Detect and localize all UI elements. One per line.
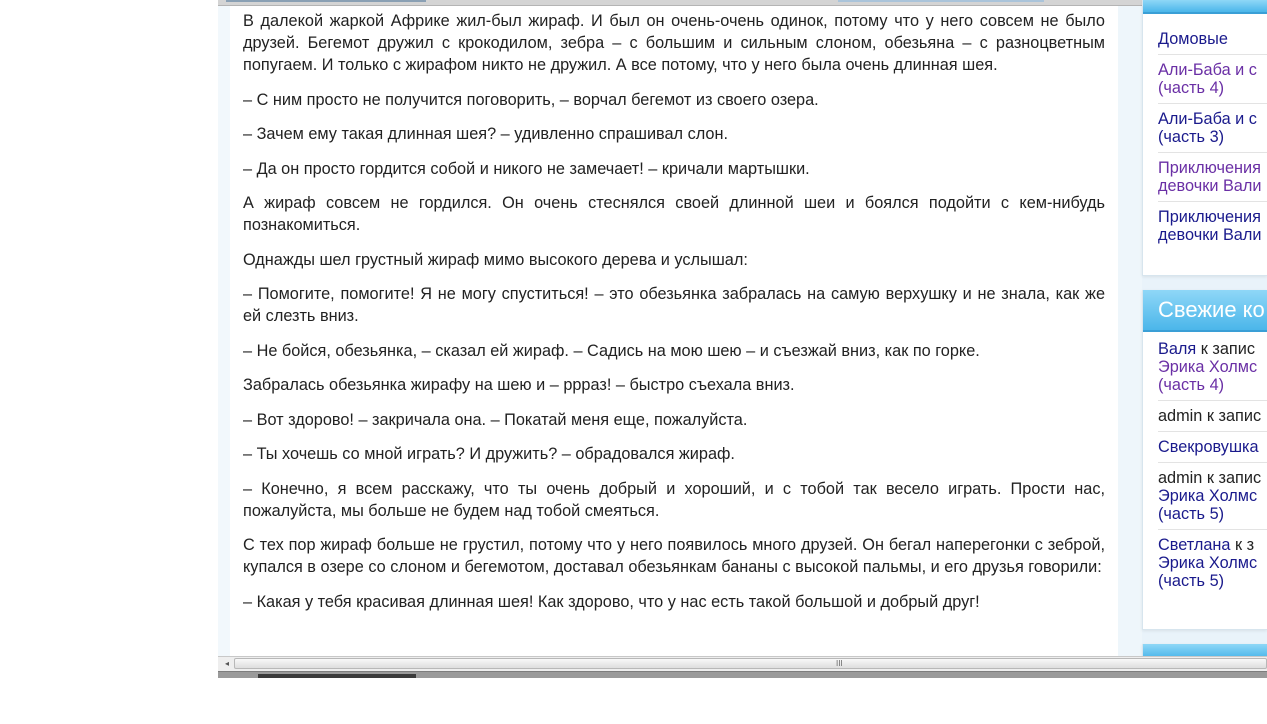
recent-post-link-line2[interactable]: девочки Вали xyxy=(1158,226,1262,244)
recent-post-link[interactable]: Али-Баба и с xyxy=(1158,61,1257,79)
comment-post-link-line2[interactable]: (часть 5) xyxy=(1158,505,1225,523)
window-bottom-edge xyxy=(218,671,1267,678)
comment-author-link[interactable]: Валя xyxy=(1158,340,1197,358)
recent-comments-title: Свежие ко xyxy=(1143,290,1267,332)
content-gap xyxy=(1118,6,1142,656)
next-widget xyxy=(1142,644,1267,656)
recent-post-item[interactable] xyxy=(1158,24,1267,55)
browser-viewport xyxy=(218,0,1267,656)
recent-post-link[interactable]: Приключения xyxy=(1158,159,1261,177)
recent-post-link-line2[interactable]: (часть 3) xyxy=(1158,128,1225,146)
recent-comments-list xyxy=(1143,332,1267,596)
recent-post-link-line2[interactable]: девочки Вали xyxy=(1158,177,1262,195)
taskbar-item xyxy=(258,674,416,678)
recent-post-link-line2[interactable]: (часть 4) xyxy=(1158,79,1225,97)
article-paragraph: А жираф совсем не гордился. Он очень стеснялся своей длинной шеи и боялся подойти с кем-нибудь познакомиться. xyxy=(243,194,1105,234)
article-paragraph: Однажды шел грустный жираф мимо высокого дерева и услышал: xyxy=(243,250,748,269)
recent-posts-widget xyxy=(1142,0,1267,276)
comment-item xyxy=(1158,334,1267,401)
comment-author-link[interactable]: Светлана xyxy=(1158,536,1231,554)
article-paragraph: – Помогите, помогите! Я не могу спуститься! – это обезьянка забралась на самую верхушку и не знала, как же ей слезть вниз. xyxy=(243,285,1105,325)
comment-author: admin xyxy=(1158,407,1203,425)
comment-text: к запис xyxy=(1202,469,1262,487)
comment-post-link[interactable]: Эрика Холмс xyxy=(1158,554,1258,572)
article-paragraph: – С ним просто не получится поговорить, – ворчал бегемот из своего озера. xyxy=(243,90,819,109)
comment-item xyxy=(1158,401,1267,432)
comment-text: к запис xyxy=(1202,407,1262,425)
comment-post-link[interactable]: Эрика Холмс xyxy=(1158,358,1258,376)
comment-post-link-line2[interactable]: (часть 5) xyxy=(1158,572,1225,590)
recent-post-link[interactable]: Али-Баба и с xyxy=(1158,110,1257,128)
sidebar xyxy=(1142,0,1267,656)
article-paragraph: В далекой жаркой Африке жил-был жираф. И был он очень-очень одинок, потому что у него совсем не было друзей. Бегемот дружил с крокодилом, зебра – с большим и сильным слоном, обезьяна – с разноцветным попугаем. И только с жирафом никто не дружил. А все потому, что у него была очень длинная шея. xyxy=(243,12,1105,74)
comment-author-link[interactable]: Свекровушка xyxy=(1158,438,1259,456)
article-paragraph: – Не бойся, обезьянка, – сказал ей жираф. – Садись на мою шею – и съезжай вниз, как по горке. xyxy=(243,341,980,360)
scrollbar-thumb[interactable] xyxy=(234,658,1267,669)
recent-post-item[interactable] xyxy=(1158,55,1267,104)
horizontal-scrollbar[interactable] xyxy=(218,656,1267,671)
article-paragraph: – Конечно, я всем расскажу, что ты очень добрый и хороший, и с тобой так весело играть. Прости нас, пожалуйста, мы больше не будем над тобой смеяться. xyxy=(243,479,1105,520)
recent-posts-list xyxy=(1143,14,1267,250)
article-paragraph: – Да он просто гордится собой и никого не замечает! – кричали мартышки. xyxy=(243,159,810,178)
comment-item xyxy=(1158,530,1267,596)
next-widget-header xyxy=(1143,644,1267,656)
top-edge-segment-active xyxy=(838,0,1044,2)
article-paragraph: – Зачем ему такая длинная шея? – удивленно спрашивал слон. xyxy=(243,125,728,143)
scrollbar-grip-icon: III xyxy=(836,659,843,668)
article-paragraph: – Вот здорово! – закричала она. – Покатай меня еще, пожалуйста. xyxy=(243,410,748,429)
comment-post-link[interactable]: Эрика Холмс xyxy=(1158,487,1258,505)
recent-post-link[interactable]: Домовые xyxy=(1158,30,1228,48)
comment-text: к з xyxy=(1230,536,1255,554)
comment-item xyxy=(1158,432,1267,463)
recent-post-item[interactable] xyxy=(1158,153,1267,202)
article-paragraph: Забралась обезьянка жирафу на шею и – ррраз! – быстро съехала вниз. xyxy=(243,376,795,394)
comment-author: admin xyxy=(1158,469,1203,487)
recent-comments-widget xyxy=(1142,290,1267,630)
recent-posts-header xyxy=(1143,0,1267,14)
article-paragraph: – Ты хочешь со мной играть? И дружить? – обрадовался жираф. xyxy=(243,445,735,463)
article-content xyxy=(230,6,1118,656)
recent-post-item[interactable] xyxy=(1158,202,1267,250)
recent-post-link[interactable]: Приключения xyxy=(1158,208,1261,226)
comment-text: к запис xyxy=(1196,340,1255,358)
comment-post-link-line2[interactable]: (часть 4) xyxy=(1158,376,1225,394)
comment-item xyxy=(1158,463,1267,530)
article-paragraph: С тех пор жираф больше не грустил, потому что у него появилось много друзей. Он бегал наперегонки с зеброй, купался в озере со слоном и бегемотом, доставал обезьянкам бананы с высокой пальмы, и его друзья говорили: xyxy=(243,536,1105,576)
scroll-left-arrow-icon[interactable]: ◂ xyxy=(224,659,229,668)
top-edge-segment xyxy=(226,0,426,2)
recent-post-item[interactable] xyxy=(1158,104,1267,153)
article-paragraph: – Какая у тебя красивая длинная шея! Как здорово, что у нас есть такой большой и добрый друг! xyxy=(243,592,980,611)
left-margin-strip xyxy=(218,6,230,656)
